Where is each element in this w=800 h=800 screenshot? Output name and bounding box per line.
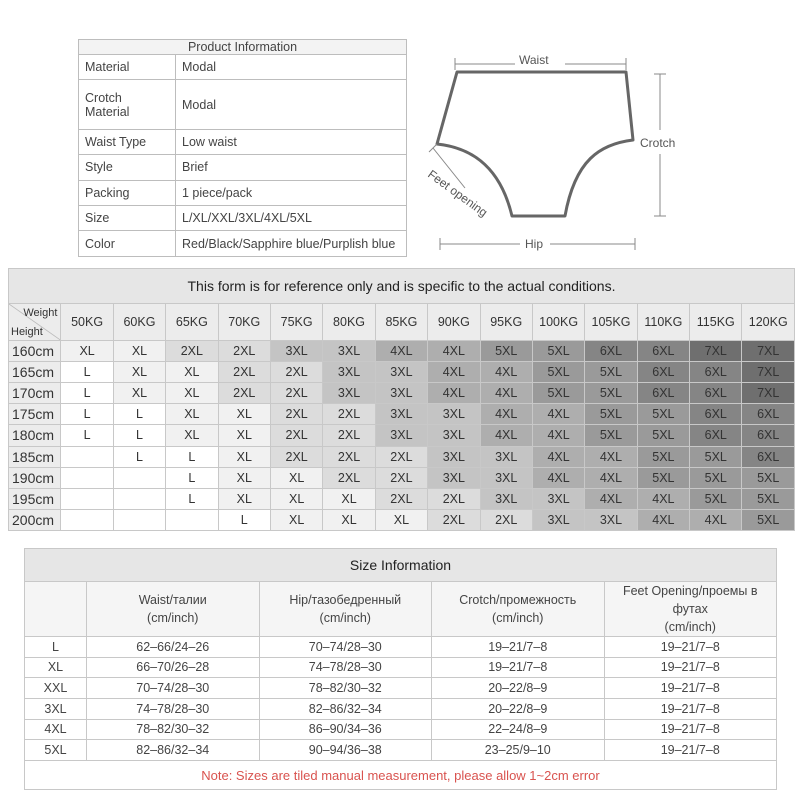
height-header: 190cm: [9, 467, 61, 488]
product-info-label: Size: [79, 206, 176, 231]
product-info-label: Crotch Material: [79, 80, 176, 129]
size-cell: 4XL: [375, 341, 427, 362]
size-cell: [113, 488, 165, 509]
waist-value: 70–74/28–30: [87, 678, 260, 699]
size-cell: 5XL: [742, 509, 795, 530]
size-cell: L: [61, 425, 113, 446]
size-cell: XL: [375, 509, 427, 530]
size-cell: 3XL: [585, 509, 637, 530]
weight-header: 70KG: [218, 304, 270, 341]
size-cell: 2XL: [166, 341, 218, 362]
size-label: XL: [25, 657, 87, 678]
size-cell: 6XL: [742, 446, 795, 467]
crotch-value: 20–22/8–9: [432, 698, 605, 719]
size-cell: XL: [323, 488, 375, 509]
hip-value: 86–90/34–36: [259, 719, 432, 740]
size-cell: 2XL: [480, 509, 532, 530]
size-cell: 4XL: [428, 362, 480, 383]
measurement-column-header: [87, 582, 260, 637]
size-cell: 2XL: [375, 488, 427, 509]
size-cell: 3XL: [480, 488, 532, 509]
size-cell: 3XL: [323, 383, 375, 404]
size-cell: 4XL: [532, 404, 584, 425]
size-chart-row: [9, 341, 795, 362]
weight-header: 105KG: [585, 304, 637, 341]
size-label: 4XL: [25, 719, 87, 740]
weight-header: 100KG: [532, 304, 584, 341]
size-cell: 5XL: [690, 446, 742, 467]
size-cell: XL: [323, 509, 375, 530]
height-header: 175cm: [9, 404, 61, 425]
hip-value: 78–82/30–32: [259, 678, 432, 699]
size-cell: 2XL: [428, 488, 480, 509]
size-cell: [113, 467, 165, 488]
product-info-value: L/XL/XXL/3XL/4XL/5XL: [176, 206, 407, 231]
size-cell: XL: [166, 404, 218, 425]
size-cell: 5XL: [637, 467, 689, 488]
column-header-unit: (cm/inch): [664, 620, 716, 634]
size-label: XXL: [25, 678, 87, 699]
size-cell: [113, 509, 165, 530]
size-information-title: Size Information: [25, 549, 777, 582]
crotch-value: 19–21/7–8: [432, 657, 605, 678]
hip-label: Hip: [525, 237, 544, 251]
height-header: 180cm: [9, 425, 61, 446]
size-cell: 6XL: [742, 404, 795, 425]
size-cell: 3XL: [428, 425, 480, 446]
weight-header: 115KG: [690, 304, 742, 341]
size-cell: L: [218, 509, 270, 530]
size-cell: 2XL: [218, 383, 270, 404]
size-cell: 5XL: [742, 467, 795, 488]
size-cell: 5XL: [690, 467, 742, 488]
size-cell: XL: [218, 404, 270, 425]
size-cell: XL: [270, 509, 322, 530]
size-chart-row: [9, 488, 795, 509]
size-cell: 4XL: [480, 425, 532, 446]
size-cell: 4XL: [585, 467, 637, 488]
size-cell: 2XL: [323, 404, 375, 425]
weight-header: 50KG: [61, 304, 113, 341]
size-cell: 3XL: [532, 509, 584, 530]
product-info-row: [79, 206, 407, 231]
feet-opening-label: Feet opening: [425, 167, 491, 220]
weight-header: 80KG: [323, 304, 375, 341]
size-label: L: [25, 637, 87, 658]
column-header-name: Hip/тазобедренный: [289, 593, 402, 607]
size-cell: 2XL: [218, 341, 270, 362]
size-cell: 7XL: [742, 383, 795, 404]
size-cell: 3XL: [428, 446, 480, 467]
size-cell: 5XL: [585, 362, 637, 383]
size-cell: [61, 446, 113, 467]
height-header: 170cm: [9, 383, 61, 404]
weight-header: 95KG: [480, 304, 532, 341]
size-cell: 6XL: [690, 425, 742, 446]
column-header-name: Crotch/промежность: [459, 593, 577, 607]
size-cell: L: [166, 467, 218, 488]
product-info-label: Waist Type: [79, 129, 176, 154]
column-header-name: Waist/талии: [138, 593, 207, 607]
size-chart-row: [9, 383, 795, 404]
size-chart-row: [9, 467, 795, 488]
size-info-row: [25, 719, 777, 740]
size-cell: 5XL: [637, 425, 689, 446]
height-axis-label: Height: [11, 326, 43, 338]
size-cell: 5XL: [690, 488, 742, 509]
size-cell: 3XL: [323, 341, 375, 362]
size-cell: 4XL: [428, 383, 480, 404]
size-cell: 2XL: [270, 383, 322, 404]
size-chart-corner: [9, 304, 61, 341]
size-cell: 3XL: [480, 467, 532, 488]
size-cell: 5XL: [742, 488, 795, 509]
size-info-row: [25, 740, 777, 761]
crotch-value: 20–22/8–9: [432, 678, 605, 699]
waist-value: 74–78/28–30: [87, 698, 260, 719]
size-cell: 3XL: [375, 404, 427, 425]
size-info-row: [25, 698, 777, 719]
height-header: 200cm: [9, 509, 61, 530]
size-cell: 2XL: [270, 446, 322, 467]
size-cell: L: [113, 404, 165, 425]
size-cell: XL: [166, 425, 218, 446]
size-cell: 4XL: [428, 341, 480, 362]
size-cell: 2XL: [270, 404, 322, 425]
size-chart-row: [9, 446, 795, 467]
product-info-row: [79, 55, 407, 80]
product-info-label: Packing: [79, 180, 176, 205]
size-cell: XL: [61, 341, 113, 362]
weight-header: 65KG: [166, 304, 218, 341]
size-cell: XL: [218, 446, 270, 467]
size-cell: 3XL: [428, 404, 480, 425]
size-cell: XL: [270, 467, 322, 488]
size-cell: 2XL: [218, 362, 270, 383]
height-header: 160cm: [9, 341, 61, 362]
size-column-header: [25, 582, 87, 637]
size-chart-row: [9, 425, 795, 446]
size-info-row: [25, 678, 777, 699]
product-info-label: Style: [79, 155, 176, 180]
size-cell: 4XL: [480, 383, 532, 404]
size-cell: 4XL: [690, 509, 742, 530]
size-cell: 3XL: [375, 383, 427, 404]
feet-opening-value: 19–21/7–8: [604, 637, 777, 658]
size-cell: 3XL: [375, 362, 427, 383]
size-cell: 5XL: [585, 383, 637, 404]
size-chart-row: [9, 509, 795, 530]
size-cell: XL: [166, 362, 218, 383]
feet-opening-value: 19–21/7–8: [604, 657, 777, 678]
size-cell: XL: [218, 467, 270, 488]
size-cell: 4XL: [480, 404, 532, 425]
size-cell: 2XL: [270, 362, 322, 383]
product-information-title: Product Information: [79, 40, 407, 55]
size-cell: 2XL: [375, 467, 427, 488]
size-cell: 4XL: [532, 446, 584, 467]
size-cell: L: [61, 362, 113, 383]
size-info-row: [25, 637, 777, 658]
size-cell: 4XL: [480, 362, 532, 383]
size-cell: 4XL: [637, 488, 689, 509]
hip-value: 90–94/36–38: [259, 740, 432, 761]
size-cell: XL: [270, 488, 322, 509]
size-info-row: [25, 657, 777, 678]
height-header: 165cm: [9, 362, 61, 383]
size-cell: 6XL: [742, 425, 795, 446]
size-cell: 2XL: [270, 425, 322, 446]
size-cell: 5XL: [585, 404, 637, 425]
size-cell: L: [166, 488, 218, 509]
waist-value: 82–86/32–34: [87, 740, 260, 761]
size-cell: XL: [113, 341, 165, 362]
size-cell: 2XL: [323, 446, 375, 467]
size-cell: 6XL: [690, 404, 742, 425]
size-cell: 4XL: [532, 467, 584, 488]
weight-header: 85KG: [375, 304, 427, 341]
feet-opening-value: 19–21/7–8: [604, 678, 777, 699]
crotch-label: Crotch: [640, 136, 676, 150]
weight-header: 75KG: [270, 304, 322, 341]
size-cell: 5XL: [585, 425, 637, 446]
size-label: 3XL: [25, 698, 87, 719]
product-info-row: [79, 80, 407, 129]
size-cell: XL: [218, 425, 270, 446]
measurement-column-header: [432, 582, 605, 637]
size-label: 5XL: [25, 740, 87, 761]
size-cell: 3XL: [480, 446, 532, 467]
product-info-value: Modal: [176, 55, 407, 80]
waist-label: Waist: [519, 53, 549, 67]
size-cell: L: [113, 425, 165, 446]
feet-opening-value: 19–21/7–8: [604, 740, 777, 761]
size-cell: XL: [113, 383, 165, 404]
column-header-unit: (cm/inch): [147, 611, 199, 625]
size-cell: 5XL: [637, 404, 689, 425]
size-cell: 2XL: [375, 446, 427, 467]
crotch-value: 23–25/9–10: [432, 740, 605, 761]
size-cell: 5XL: [532, 341, 584, 362]
product-info-label: Color: [79, 231, 176, 257]
column-header-unit: (cm/inch): [492, 611, 544, 625]
size-cell: [61, 467, 113, 488]
feet-opening-value: 19–21/7–8: [604, 698, 777, 719]
size-chart-row: [9, 362, 795, 383]
size-cell: XL: [166, 383, 218, 404]
brief-measurement-diagram: [415, 40, 685, 265]
measurement-column-header: [259, 582, 432, 637]
measurement-note: Note: Sizes are tiled manual measurement, please allow 1~2cm error: [25, 761, 777, 790]
hip-value: 82–86/32–34: [259, 698, 432, 719]
weight-axis-label: Weight: [23, 307, 58, 319]
weight-header: 60KG: [113, 304, 165, 341]
weight-header: 90KG: [428, 304, 480, 341]
product-info-row: [79, 129, 407, 154]
size-cell: 6XL: [690, 362, 742, 383]
hip-value: 74–78/28–30: [259, 657, 432, 678]
size-cell: 3XL: [532, 488, 584, 509]
product-info-value: Low waist: [176, 129, 407, 154]
size-chart-row: [9, 404, 795, 425]
product-info-value: 1 piece/pack: [176, 180, 407, 205]
product-info-value: Brief: [176, 155, 407, 180]
column-header-unit: (cm/inch): [319, 611, 371, 625]
size-cell: 2XL: [428, 509, 480, 530]
size-cell: 4XL: [585, 446, 637, 467]
measurement-column-header: [604, 582, 777, 637]
size-cell: 3XL: [428, 467, 480, 488]
product-info-label: Material: [79, 55, 176, 80]
product-info-row: [79, 155, 407, 180]
size-cell: 5XL: [532, 383, 584, 404]
crotch-value: 19–21/7–8: [432, 637, 605, 658]
size-cell: 6XL: [637, 341, 689, 362]
size-cell: L: [113, 446, 165, 467]
waist-value: 62–66/24–26: [87, 637, 260, 658]
size-cell: 4XL: [532, 425, 584, 446]
size-cell: XL: [218, 488, 270, 509]
waist-value: 78–82/30–32: [87, 719, 260, 740]
product-info-value: Modal: [176, 80, 407, 129]
waist-value: 66–70/26–28: [87, 657, 260, 678]
size-cell: L: [61, 404, 113, 425]
size-cell: L: [61, 383, 113, 404]
size-cell: 3XL: [270, 341, 322, 362]
weight-header: 120KG: [742, 304, 795, 341]
product-information-table: [78, 39, 407, 257]
feet-opening-value: 19–21/7–8: [604, 719, 777, 740]
product-info-row: [79, 180, 407, 205]
size-cell: [166, 509, 218, 530]
size-cell: 2XL: [323, 467, 375, 488]
size-cell: 6XL: [637, 362, 689, 383]
size-cell: 7XL: [690, 341, 742, 362]
height-weight-size-chart: [8, 268, 795, 531]
size-cell: 6XL: [585, 341, 637, 362]
crotch-value: 22–24/8–9: [432, 719, 605, 740]
height-header: 195cm: [9, 488, 61, 509]
size-cell: [61, 488, 113, 509]
size-cell: XL: [113, 362, 165, 383]
weight-header: 110KG: [637, 304, 689, 341]
column-header-name: Feet Opening/проемы в футах: [622, 584, 758, 616]
hip-value: 70–74/28–30: [259, 637, 432, 658]
size-cell: L: [166, 446, 218, 467]
size-cell: 5XL: [637, 446, 689, 467]
size-cell: 4XL: [637, 509, 689, 530]
size-information-table: [24, 548, 777, 790]
product-info-row: [79, 231, 407, 257]
size-cell: 4XL: [585, 488, 637, 509]
size-cell: 6XL: [637, 383, 689, 404]
size-cell: 5XL: [532, 362, 584, 383]
size-cell: 3XL: [375, 425, 427, 446]
size-cell: 7XL: [742, 341, 795, 362]
size-cell: 2XL: [323, 425, 375, 446]
height-header: 185cm: [9, 446, 61, 467]
size-cell: 5XL: [480, 341, 532, 362]
size-cell: 3XL: [323, 362, 375, 383]
size-cell: 6XL: [690, 383, 742, 404]
size-cell: [61, 509, 113, 530]
product-info-value: Red/Black/Sapphire blue/Purplish blue: [176, 231, 407, 257]
size-chart-title: This form is for reference only and is specific to the actual conditions.: [9, 269, 795, 304]
size-cell: 7XL: [742, 362, 795, 383]
